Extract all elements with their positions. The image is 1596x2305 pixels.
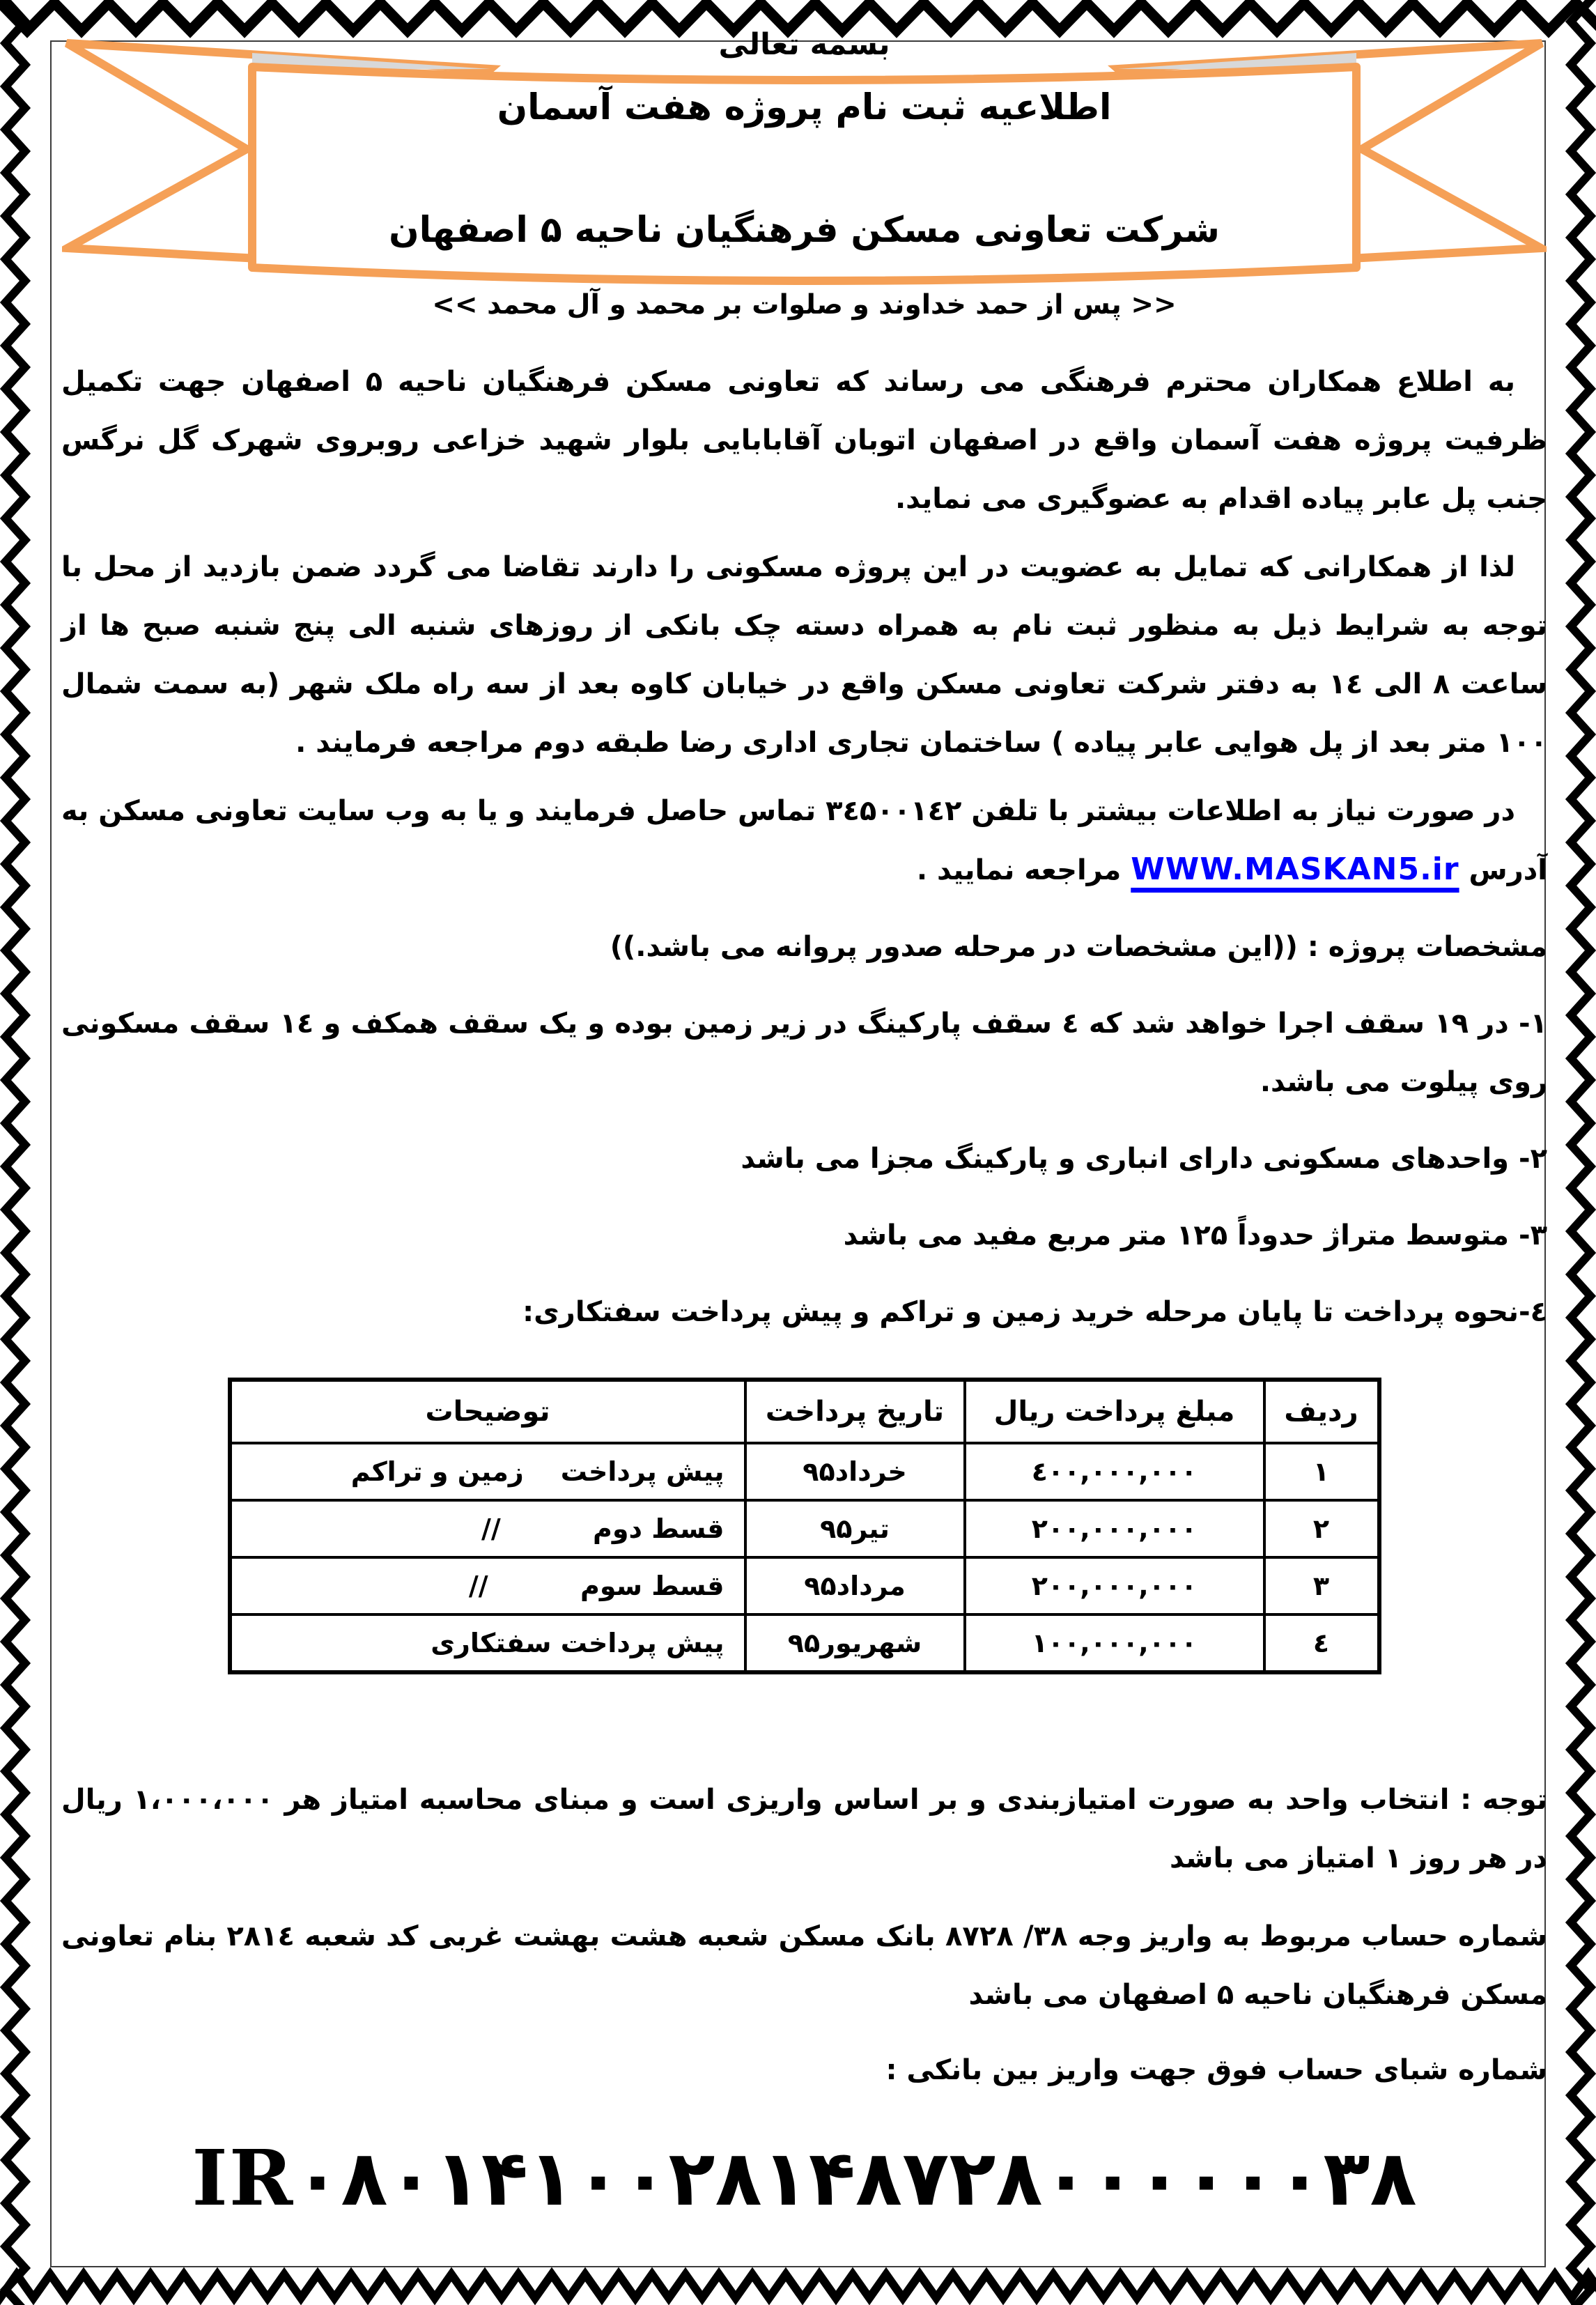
cell-row-number: ۱ bbox=[1264, 1443, 1379, 1500]
col-header-amount: مبلغ پرداخت ریال bbox=[965, 1380, 1264, 1443]
payment-table bbox=[228, 1378, 1381, 1674]
iban-prefix: IR bbox=[192, 2133, 295, 2223]
iban-digits: ۰۸۰۱۴۱۰۰۲۸۱۴۸۷۲۸۰۰۰۰۰۰۳۸ bbox=[294, 2134, 1417, 2223]
table-row bbox=[230, 1614, 1379, 1672]
contact-text-before: در صورت نیاز به اطلاعات بیشتر با تلفن ۳٤۵۰۰۱٤۲ تماس حاصل فرمایند و یا به وب سایت تعاونی مسکن به آدرس bbox=[61, 795, 1547, 886]
contact-paragraph bbox=[61, 782, 1547, 900]
border-zigzag-bottom bbox=[0, 2265, 1596, 2305]
cell-description: پیش پرداخت زمین و تراکم bbox=[230, 1443, 745, 1500]
account-paragraph: شماره حساب مربوط به واریز وجه ۳۸/ ۸۷۲۸ بانک مسکن شعبه هشت بهشت غربی کد شعبه ۲۸۱٤ بنام تعاونی مسکن فرهنگیان ناحیه ۵ اصفهان می باشد bbox=[61, 1920, 1547, 2011]
table-row bbox=[230, 1557, 1379, 1614]
cell-amount: ۲۰۰,۰۰۰,۰۰۰ bbox=[965, 1500, 1264, 1557]
cell-description: قسط سوم // bbox=[230, 1557, 745, 1614]
cell-amount: ۱۰۰,۰۰۰,۰۰۰ bbox=[965, 1614, 1264, 1672]
cell-date: تیر۹۵ bbox=[745, 1500, 965, 1557]
bismillah-heading: بسمه تعالی bbox=[718, 27, 890, 62]
registration-paragraph: لذا از همکارانی که تمایل به عضویت در این پروژه مسکونی را دارند تقاضا می گردد ضمن بازدید از محل با توجه به شرایط ذیل به منظور ثبت نام به همراه دسته چک بانکی از روزهای شنبه الی پنج شنبه صبح ها از ساعت ۸ الی ۱٤ به دفتر شرکت تعاونی مسکن واقع در خیابان کاوه بعد از سه راه ملک شهر (به سمت شمال ۱۰۰ متر بعد از پل هوایی عابر پیاده ) ساختمان تجاری اداری رضا طبقه دوم مراجعه فرمایند . bbox=[61, 551, 1547, 759]
specs-heading: مشخصات پروژه : ((این مشخصات در مرحله صدور پروانه می باشد.)) bbox=[610, 931, 1547, 963]
col-header-date: تاریخ پرداخت bbox=[745, 1380, 965, 1443]
banner-subtitle: شرکت تعاونی مسکن فرهنگیان ناحیه ۵ اصفهان bbox=[389, 210, 1220, 251]
spec-item-4: ٤-نحوه پرداخت تا پایان مرحله خرید زمین و تراکم و پیش پرداخت سفتکاری: bbox=[522, 1296, 1547, 1328]
note-paragraph: توجه : انتخاب واحد به صورت امتیازبندی و بر اساس واریزی است و مبنای محاسبه امتیاز هر ۱،۰۰۰،۰۰۰ ریال در هر روز ۱ امتیاز می باشد bbox=[61, 1784, 1547, 1874]
contact-text-after: مراجعه نمایید . bbox=[916, 854, 1122, 886]
spec-item-2: ۲- واحدهای مسکونی دارای انباری و پارکینگ مجزا می باشد bbox=[741, 1143, 1547, 1175]
cell-row-number: ۲ bbox=[1264, 1500, 1379, 1557]
spec-item-1: ۱- در ۱۹ سقف اجرا خواهد شد که ٤ سقف پارکینگ در زیر زمین بوده و یک سقف همکف و ۱٤ سقف مسکونی روی پیلوت می باشد. bbox=[61, 1008, 1547, 1098]
cell-description: پیش پرداخت سفتکاری bbox=[230, 1614, 745, 1672]
cell-date: خرداد۹۵ bbox=[745, 1443, 965, 1500]
intro-paragraph: به اطلاع همکاران محترم فرهنگی می رساند که تعاونی مسکن فرهنگیان ناحیه ۵ اصفهان جهت تکمیل ظرفیت پروژه هفت آسمان واقع در اصفهان اتوبان آقابابایی بلوار شهید خزاعی روبروی شهرک گل نرگس جنب پل عابر پیاده اقدام به عضوگیری می نماید. bbox=[61, 366, 1547, 515]
table-row bbox=[230, 1443, 1379, 1500]
banner-title: اطلاعیه ثبت نام پروژه هفت آسمان bbox=[497, 87, 1112, 128]
cell-amount: ۲۰۰,۰۰۰,۰۰۰ bbox=[965, 1557, 1264, 1614]
col-header-row-number: ردیف bbox=[1264, 1380, 1379, 1443]
iban-number bbox=[61, 2133, 1547, 2223]
col-header-description: توضیحات bbox=[230, 1380, 745, 1443]
table-row bbox=[230, 1500, 1379, 1557]
cell-amount: ٤۰۰,۰۰۰,۰۰۰ bbox=[965, 1443, 1264, 1500]
table-header-row bbox=[230, 1380, 1379, 1443]
spec-item-3: ۳- متوسط متراژ حدوداً ۱۲۵ متر مربع مفید می باشد bbox=[843, 1219, 1547, 1251]
sheba-label: شماره شبای حساب فوق جهت واریز بین بانکی : bbox=[885, 2054, 1547, 2086]
salawat-line: << پس از حمد خداوند و صلوات بر محمد و آل محمد >> bbox=[432, 289, 1177, 321]
cell-row-number: ٤ bbox=[1264, 1614, 1379, 1672]
cell-row-number: ۳ bbox=[1264, 1557, 1379, 1614]
cell-description: قسط دوم // bbox=[230, 1500, 745, 1557]
website-link[interactable]: WWW.MASKAN5.ir bbox=[1131, 851, 1459, 887]
ribbon-banner bbox=[62, 38, 1547, 297]
cell-date: مرداد۹۵ bbox=[745, 1557, 965, 1614]
ribbon-graphic bbox=[62, 38, 1547, 297]
cell-date: شهریور۹۵ bbox=[745, 1614, 965, 1672]
